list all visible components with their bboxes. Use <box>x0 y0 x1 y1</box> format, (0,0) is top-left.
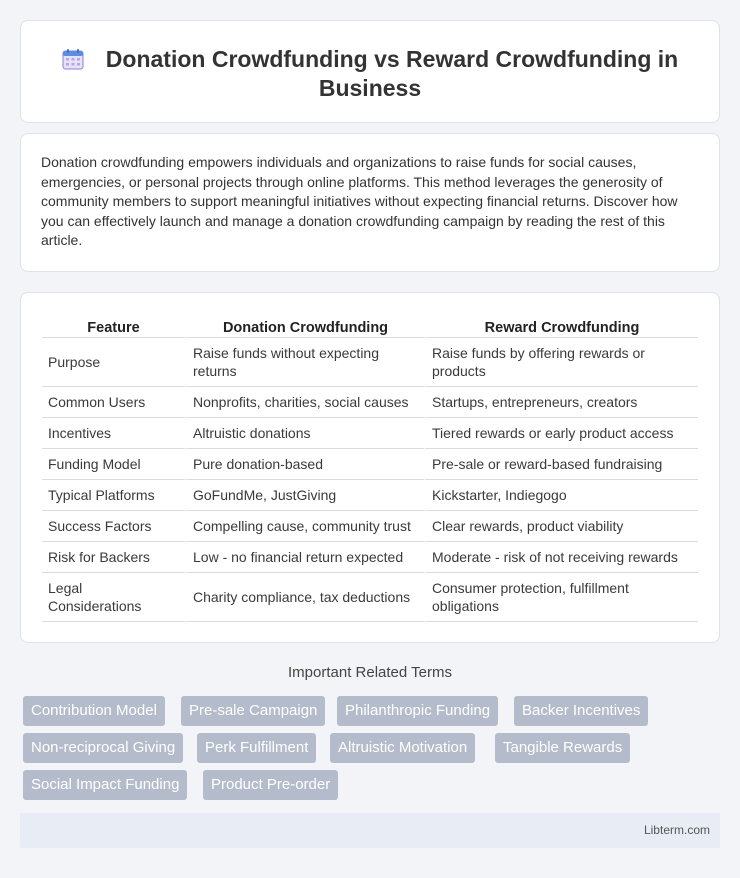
table-cell-donation: Charity compliance, tax deductions <box>185 573 424 622</box>
table-cell-donation: Nonprofits, charities, social causes <box>185 387 424 418</box>
tag-backer-incentives[interactable]: Backer Incentives <box>514 696 648 726</box>
table-cell-feature: Funding Model <box>42 449 185 480</box>
table-row <box>42 480 698 511</box>
table-cell-donation: Low - no financial return expected <box>185 542 424 573</box>
table-cell-feature: Success Factors <box>42 511 185 542</box>
intro-card <box>20 133 720 272</box>
table-cell-donation: Raise funds without expecting returns <box>185 338 424 387</box>
intro-paragraph: Donation crowdfunding empowers individuals and organizations to raise funds for social causes, emergencies, or personal projects through online platforms. This method leverages the generosity of community members to support meaningful initiatives without expecting financial returns. Discover how you can effectively launch and manage a donation crowdfunding campaign by reading the rest of this article. <box>41 154 678 248</box>
header-donation: Donation Crowdfunding <box>185 315 424 338</box>
table-row <box>42 511 698 542</box>
comparison-card <box>20 292 720 643</box>
table-cell-donation: Compelling cause, community trust <box>185 511 424 542</box>
table-cell-reward: Moderate - risk of not receiving rewards <box>424 542 698 573</box>
table-cell-feature: Incentives <box>42 418 185 449</box>
table-cell-feature: Risk for Backers <box>42 542 185 573</box>
comparison-table <box>42 315 698 622</box>
title-wrap <box>21 45 719 103</box>
tag-product-pre-order[interactable]: Product Pre-order <box>203 770 338 800</box>
tag-tangible-rewards[interactable]: Tangible Rewards <box>495 733 630 763</box>
header-feature: Feature <box>42 315 185 338</box>
footer-site-link[interactable]: Libterm.com <box>643 823 710 837</box>
tag-philanthropic-funding[interactable]: Philanthropic Funding <box>337 696 498 726</box>
table-cell-donation: GoFundMe, JustGiving <box>185 480 424 511</box>
table-row <box>42 449 698 480</box>
tag-altruistic-motivation[interactable]: Altruistic Motivation <box>330 733 475 763</box>
table-cell-reward: Tiered rewards or early product access <box>424 418 698 449</box>
table-cell-feature: Purpose <box>42 338 185 387</box>
tag-contribution-model[interactable]: Contribution Model <box>23 696 165 726</box>
table-row <box>42 338 698 387</box>
calendar-icon <box>62 48 84 70</box>
table-row <box>42 573 698 622</box>
table-cell-reward: Raise funds by offering rewards or products <box>424 338 698 387</box>
table-header-row <box>42 315 698 338</box>
table-cell-donation: Pure donation-based <box>185 449 424 480</box>
table-cell-donation: Altruistic donations <box>185 418 424 449</box>
tag-non-reciprocal-giving[interactable]: Non-reciprocal Giving <box>23 733 183 763</box>
table-cell-reward: Pre-sale or reward-based fundraising <box>424 449 698 480</box>
table-row <box>42 542 698 573</box>
tag-perk-fulfillment[interactable]: Perk Fulfillment <box>197 733 316 763</box>
table-cell-reward: Kickstarter, Indiegogo <box>424 480 698 511</box>
title-card <box>20 20 720 123</box>
footer-bar <box>20 813 720 848</box>
table-cell-reward: Clear rewards, product viability <box>424 511 698 542</box>
page-title: Donation Crowdfunding vs Reward Crowdfunding in Business <box>105 46 679 101</box>
tag-social-impact-funding[interactable]: Social Impact Funding <box>23 770 187 800</box>
table-row <box>42 418 698 449</box>
table-cell-feature: Legal Considerations <box>42 573 185 622</box>
header-reward: Reward Crowdfunding <box>424 315 698 338</box>
table-cell-feature: Typical Platforms <box>42 480 185 511</box>
tag-pre-sale-campaign[interactable]: Pre-sale Campaign <box>181 696 325 726</box>
related-terms-title: Important Related Terms <box>288 664 452 681</box>
table-cell-feature: Common Users <box>42 387 185 418</box>
table-row <box>42 387 698 418</box>
table-cell-reward: Consumer protection, fulfillment obligations <box>424 573 698 622</box>
table-cell-reward: Startups, entrepreneurs, creators <box>424 387 698 418</box>
